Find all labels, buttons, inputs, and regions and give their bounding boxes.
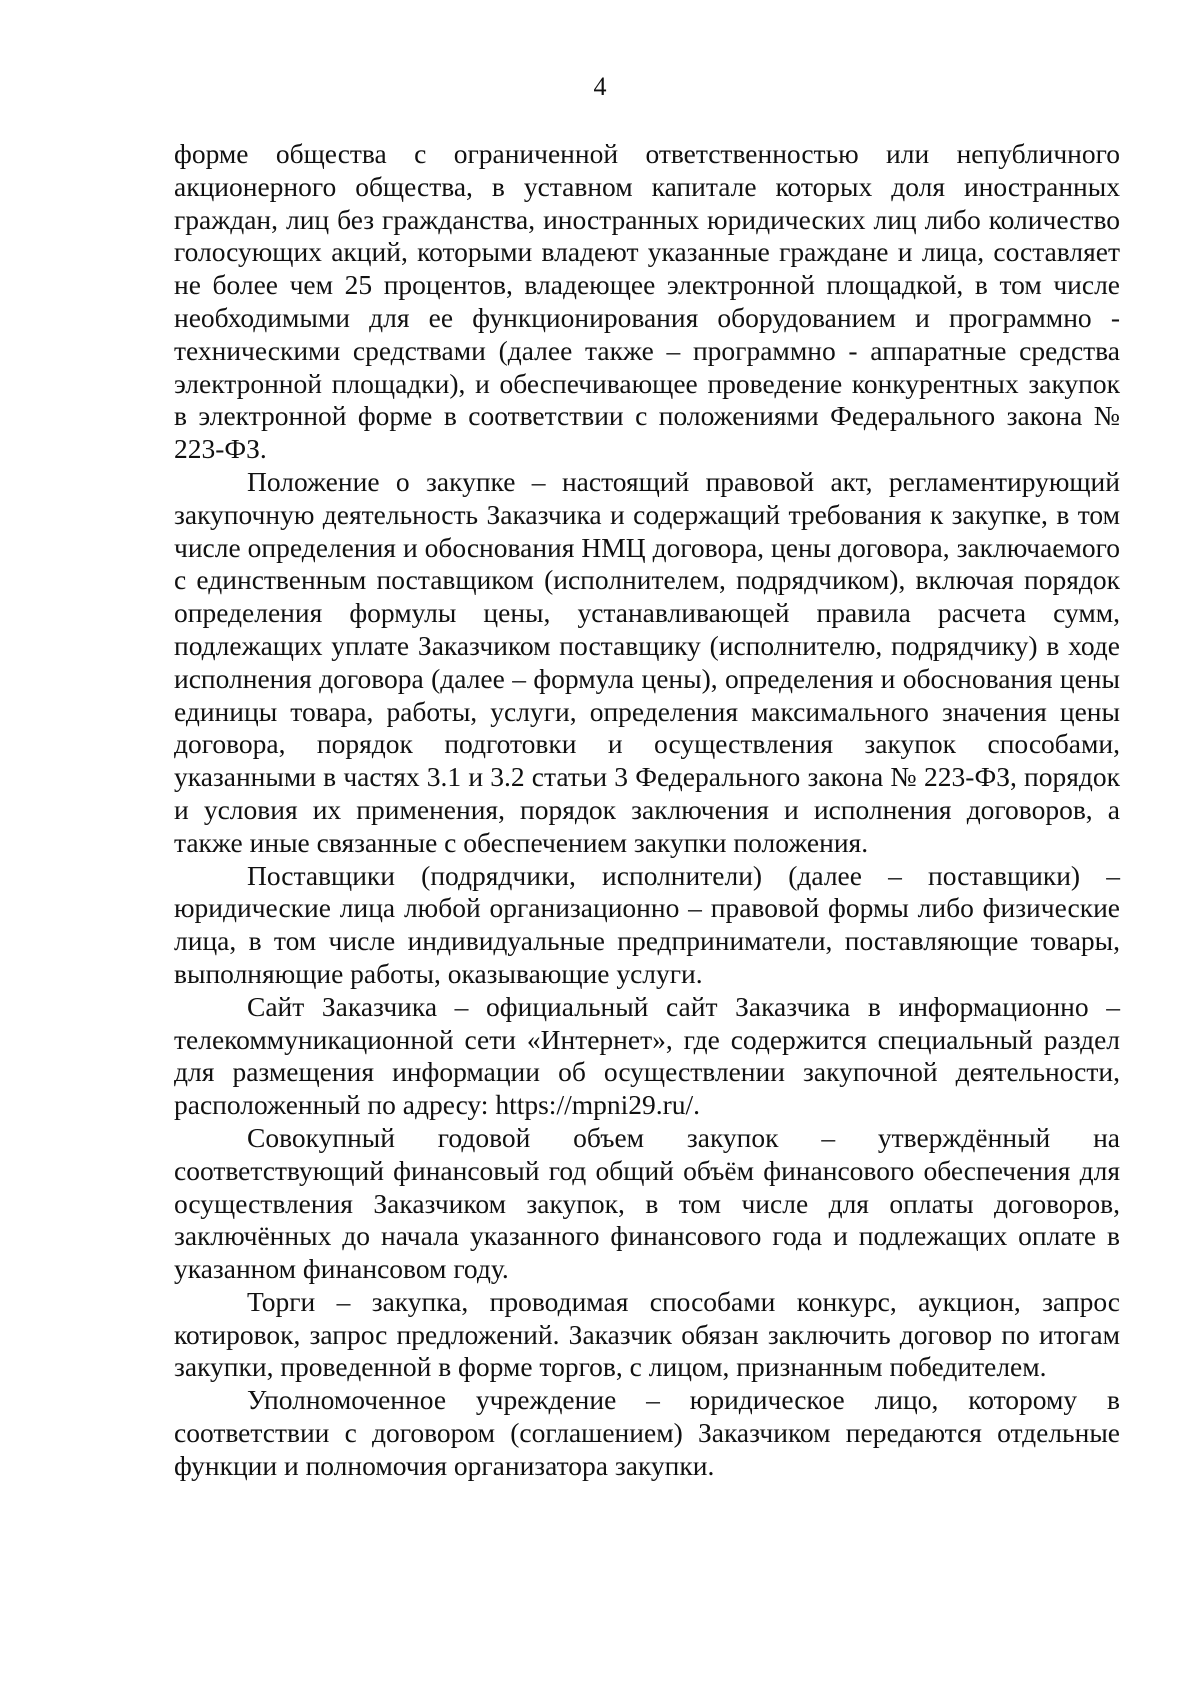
paragraph-customer-website-definition: Сайт Заказчика – официальный сайт Заказчика в информационно – телекоммуникационной сети «Интернет», где содержится специальный раздел для размещения информации об осуществлении закупочной деятельности, расположенный по адресу: https://mpni29.ru/. xyxy=(174,990,1120,1121)
paragraph-tenders-definition: Торги – закупка, проводимая способами конкурс, аукцион, запрос котировок, запрос предложений. Заказчик обязан заключить договор по итогам закупки, проведенной в форме торгов, с лицом, признанным победителем. xyxy=(174,1285,1120,1383)
document-body xyxy=(174,138,1120,1483)
paragraph-electronic-platform-operator-continued: форме общества с ограниченной ответственностью или непубличного акционерного общества, в уставном капитале которых доля иностранных граждан, лиц без гражданства, иностранных юридических лиц либо количество голосующих акций, которыми владеют указанные граждане и лица, составляет не более чем 25 процентов, владеющее электронной площадкой, в том числе необходимыми для ее функционирования оборудованием и программно - техническими средствами (далее также – программно - аппаратные средства электронной площадки), и обеспечивающее проведение конкурентных закупок в электронной форме в соответствии с положениями Федерального закона № 223-ФЗ. xyxy=(174,138,1120,465)
paragraph-procurement-regulation-definition: Положение о закупке – настоящий правовой акт, регламентирующий закупочную деятельность Заказчика и содержащий требования к закупке, в том числе определения и обоснования НМЦ договора, цены договора, заключаемого с единственным поставщиком (исполнителем, подрядчиком), включая порядок определения формулы цены, устанавливающей правила расчета сумм, подлежащих уплате Заказчиком поставщику (исполнителю, подрядчику) в ходе исполнения договора (далее – формула цены), определения и обоснования цены единицы товара, работы, услуги, определения максимального значения цены договора, порядок подготовки и осуществления закупок способами, указанными в частях 3.1 и 3.2 статьи 3 Федерального закона № 223-ФЗ, порядок и условия их применения, порядок заключения и исполнения договоров, а также иные связанные с обеспечением закупки положения. xyxy=(174,465,1120,858)
paragraph-authorized-institution-definition: Уполномоченное учреждение – юридическое лицо, которому в соответствии с договором (соглашением) Заказчиком передаются отдельные функции и полномочия организатора закупки. xyxy=(174,1384,1120,1481)
page-number: 4 xyxy=(593,72,607,101)
paragraph-annual-volume-definition: Совокупный годовой объем закупок – утверждённый на соответствующий финансовый год общий объём финансового обеспечения для осуществления Заказчиком закупок, в том числе для оплаты договоров, заключённых до начала указанного финансового года и подлежащих оплате в указанном финансовом году. xyxy=(174,1121,1120,1285)
paragraph-suppliers-definition: Поставщики (подрядчики, исполнители) (далее – поставщики) – юридические лица любой организационно – правовой формы либо физические лица, в том числе индивидуальные предприниматели, поставляющие товары, выполняющие работы, оказывающие услуги. xyxy=(174,859,1120,989)
